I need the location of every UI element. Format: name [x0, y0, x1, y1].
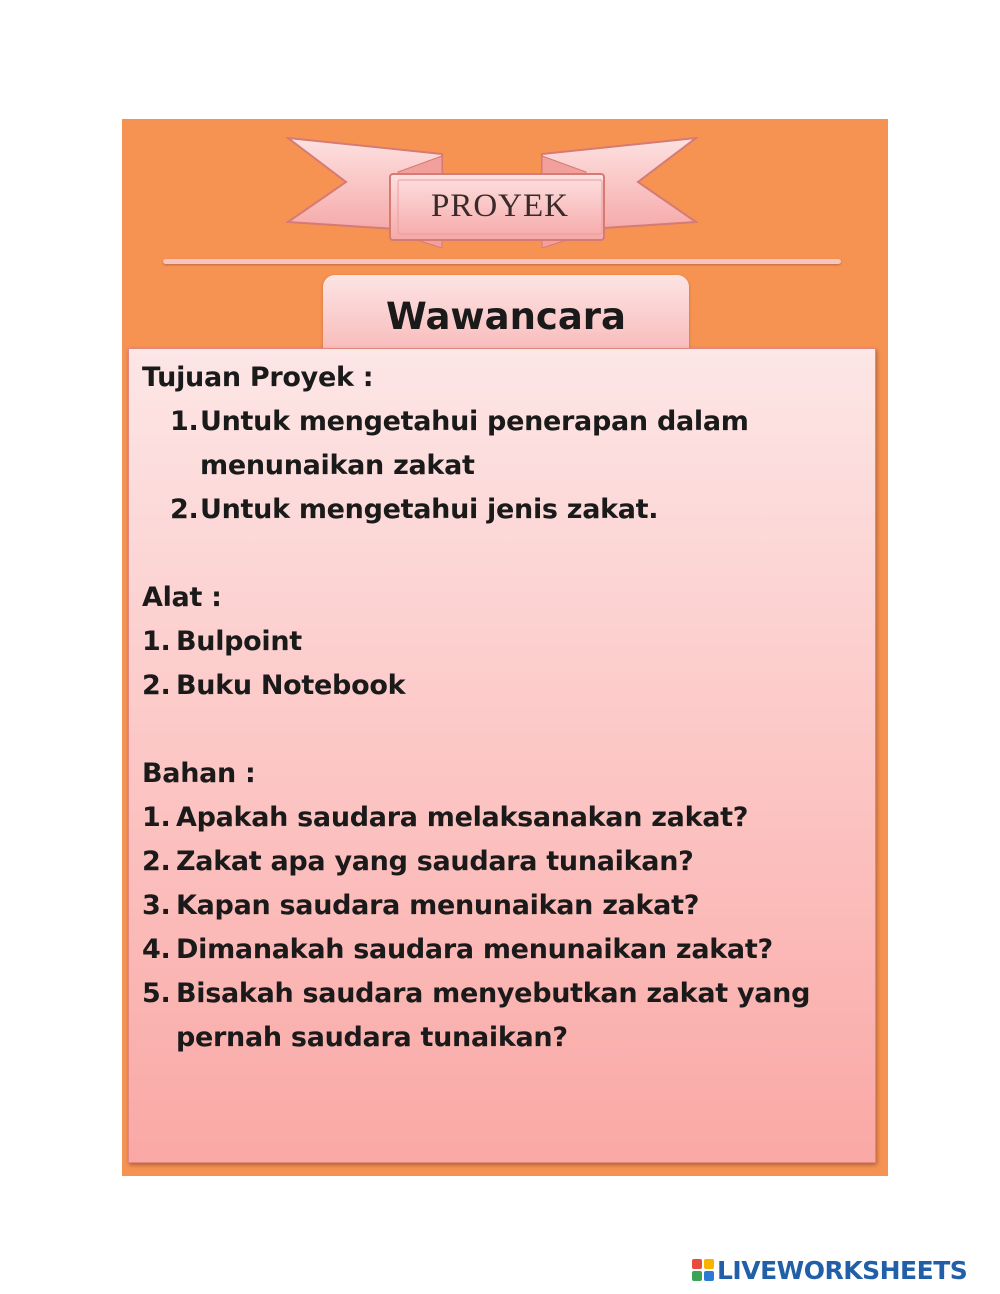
tujuan-item-number: 2. [170, 494, 199, 525]
alat-item [142, 664, 862, 708]
alat-item-number: 1. [142, 626, 171, 657]
brand-name: LIVEWORKSHEETS [717, 1255, 968, 1285]
bahan-item-number: 1. [142, 802, 171, 833]
bahan-item [142, 796, 862, 840]
logo-square [692, 1271, 702, 1281]
logo-square [704, 1271, 714, 1281]
alat-item-text: Bulpoint [176, 626, 302, 657]
page-title: Wawancara [385, 295, 627, 338]
bahan-item-number: 2. [142, 846, 171, 877]
bahan-item [142, 840, 862, 884]
tujuan-item-number: 1. [170, 406, 199, 437]
bahan-item-number: 4. [142, 934, 171, 965]
bahan-item-text: Bisakah saudara menyebutkan zakat yang [176, 978, 811, 1009]
bahan-heading: Bahan : [142, 758, 256, 789]
logo-square [704, 1259, 714, 1269]
tujuan-item-continuation: menunaikan zakat [200, 450, 475, 481]
bahan-item-text: Apakah saudara melaksanakan zakat? [176, 802, 749, 833]
liveworksheets-logo[interactable] [692, 1254, 992, 1286]
bahan-item [142, 928, 862, 972]
logo-mark-icon [692, 1259, 714, 1281]
bahan-item-number: 5. [142, 978, 171, 1009]
ribbon-label: PROYEK [430, 187, 570, 224]
bahan-item-text: Zakat apa yang saudara tunaikan? [176, 846, 694, 877]
divider-line [163, 259, 841, 264]
tujuan-item-text: Untuk mengetahui jenis zakat. [200, 494, 659, 525]
alat-item-number: 2. [142, 670, 171, 701]
alat-item [142, 620, 862, 664]
alat-item-text: Buku Notebook [176, 670, 406, 701]
bahan-item [142, 972, 862, 1016]
bahan-item-continuation: pernah saudara tunaikan? [176, 1022, 568, 1053]
tujuan-heading: Tujuan Proyek : [142, 362, 374, 393]
tujuan-item-text: Untuk mengetahui penerapan dalam [200, 406, 749, 437]
title-tab [323, 275, 689, 355]
tujuan-item [142, 488, 862, 532]
logo-square [692, 1259, 702, 1269]
content-body [142, 356, 862, 1060]
tujuan-item [142, 400, 862, 444]
bahan-item-text: Kapan saudara menunaikan zakat? [176, 890, 700, 921]
bahan-item [142, 884, 862, 928]
bahan-item-number: 3. [142, 890, 171, 921]
alat-heading: Alat : [142, 582, 222, 613]
bahan-item-text: Dimanakah saudara menunaikan zakat? [176, 934, 773, 965]
